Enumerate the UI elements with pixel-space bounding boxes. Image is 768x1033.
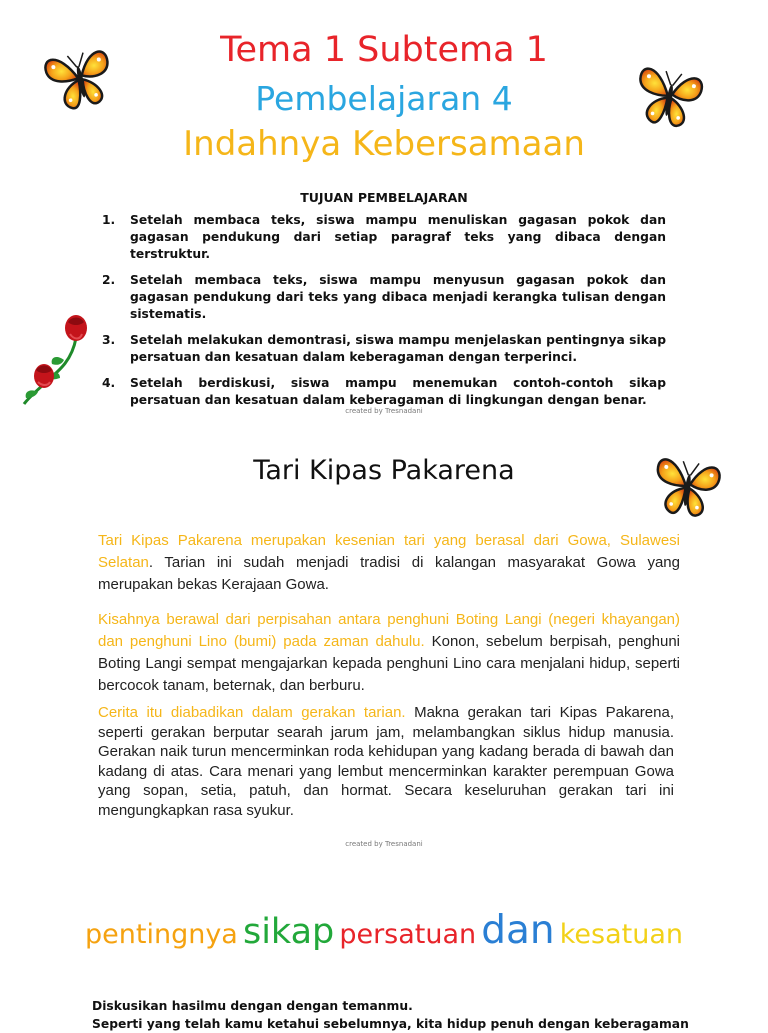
article-paragraph <box>98 703 674 820</box>
slogan-word: dan <box>481 908 555 953</box>
highlighted-text: Cerita itu diabadikan dalam gerakan tarian. <box>98 704 406 721</box>
item-number: 2. <box>102 273 116 287</box>
slogan-word: persatuan <box>339 919 477 950</box>
paragraph-text: Konon, sebelum berpisah, penghuni Boting Langi sempat mengajarkan kepada penghuni Lino cara menjalani hidup, seperti bercocok tanam, beternak, dan berburu. <box>98 633 680 694</box>
rose-icon <box>16 310 96 405</box>
discussion-line: Seperti yang telah kamu ketahui sebelumnya, kita hidup penuh dengan keberagaman <box>92 1017 689 1031</box>
article-paragraph <box>98 530 680 596</box>
page-subtitle: Pembelajaran 4 <box>255 79 513 118</box>
paragraph-text: . Tarian ini sudah menjadi tradisi di kalangan masyarakat Gowa yang merupakan bekas Kerajaan Gowa. <box>98 554 680 593</box>
lesson-title: Indahnya Kebersamaan <box>183 124 585 164</box>
paragraph-text: Makna gerakan tari Kipas Pakarena, seperti gerakan berputar searah jarum jam, melambangkan siklus hidup manusia. Gerakan naik turun mencerminkan roda kehidupan yang kadang berada di bawah dan kadang di atas. Cara menari yang lembut mencerminkan karakter perempuan Gowa yang sopan, setia, patuh, dan hormat. Secara keseluruhan gerakan tari ini mengungkapkan rasa syukur. <box>98 704 674 819</box>
list-item <box>102 375 666 409</box>
list-item <box>102 212 666 263</box>
item-number: 3. <box>102 333 116 347</box>
highlighted-text: Tari Kipas Pakarena merupakan kesenian tari yang berasal dari Gowa, Sulawesi Selatan <box>98 532 680 571</box>
slogan-word: sikap <box>242 912 335 952</box>
list-item <box>102 332 666 366</box>
credit-text: created by Tresnadani <box>345 840 423 848</box>
article-title: Tari Kipas Pakarena <box>253 455 515 486</box>
item-text: Setelah berdiskusi, siswa mampu menemukan contoh-contoh sikap persatuan dan kesatuan dalam keberagaman di lingkungan dengan benar. <box>130 376 666 407</box>
article-paragraph <box>98 609 680 697</box>
slogan-word: pentingnya <box>85 919 238 950</box>
item-text: Setelah melakukan demontrasi, siswa mampu menjelaskan pentingnya sikap persatuan dan kesatuan dalam keberagaman dengan terperinci. <box>130 333 666 364</box>
objectives-heading: TUJUAN PEMBELAJARAN <box>300 190 468 205</box>
item-text: Setelah membaca teks, siswa mampu menuliskan gagasan pokok dan gagasan pendukung dari setiap paragraf teks yang dibaca dengan terstruktur. <box>130 213 666 261</box>
item-number: 1. <box>102 213 116 227</box>
page-title: Tema 1 Subtema 1 <box>220 30 548 70</box>
list-item <box>102 272 666 323</box>
discussion-line: Diskusikan hasilmu dengan dengan temanmu. <box>92 999 413 1013</box>
discussion-text <box>92 997 692 1033</box>
item-number: 4. <box>102 376 116 390</box>
slogan-word: kesatuan <box>559 919 683 950</box>
slogan <box>0 908 768 953</box>
credit-text: created by Tresnadani <box>345 407 423 415</box>
item-text: Setelah membaca teks, siswa mampu menyusun gagasan pokok dan gagasan pendukung dari teks yang dibaca menjadi kerangka tulisan dengan sistematis. <box>130 273 666 321</box>
highlighted-text: Kisahnya berawal dari perpisahan antara penghuni Boting Langi (negeri khayangan) dan penghuni Lino (bumi) pada zaman dahulu. <box>98 611 680 650</box>
objectives-list <box>102 212 666 418</box>
